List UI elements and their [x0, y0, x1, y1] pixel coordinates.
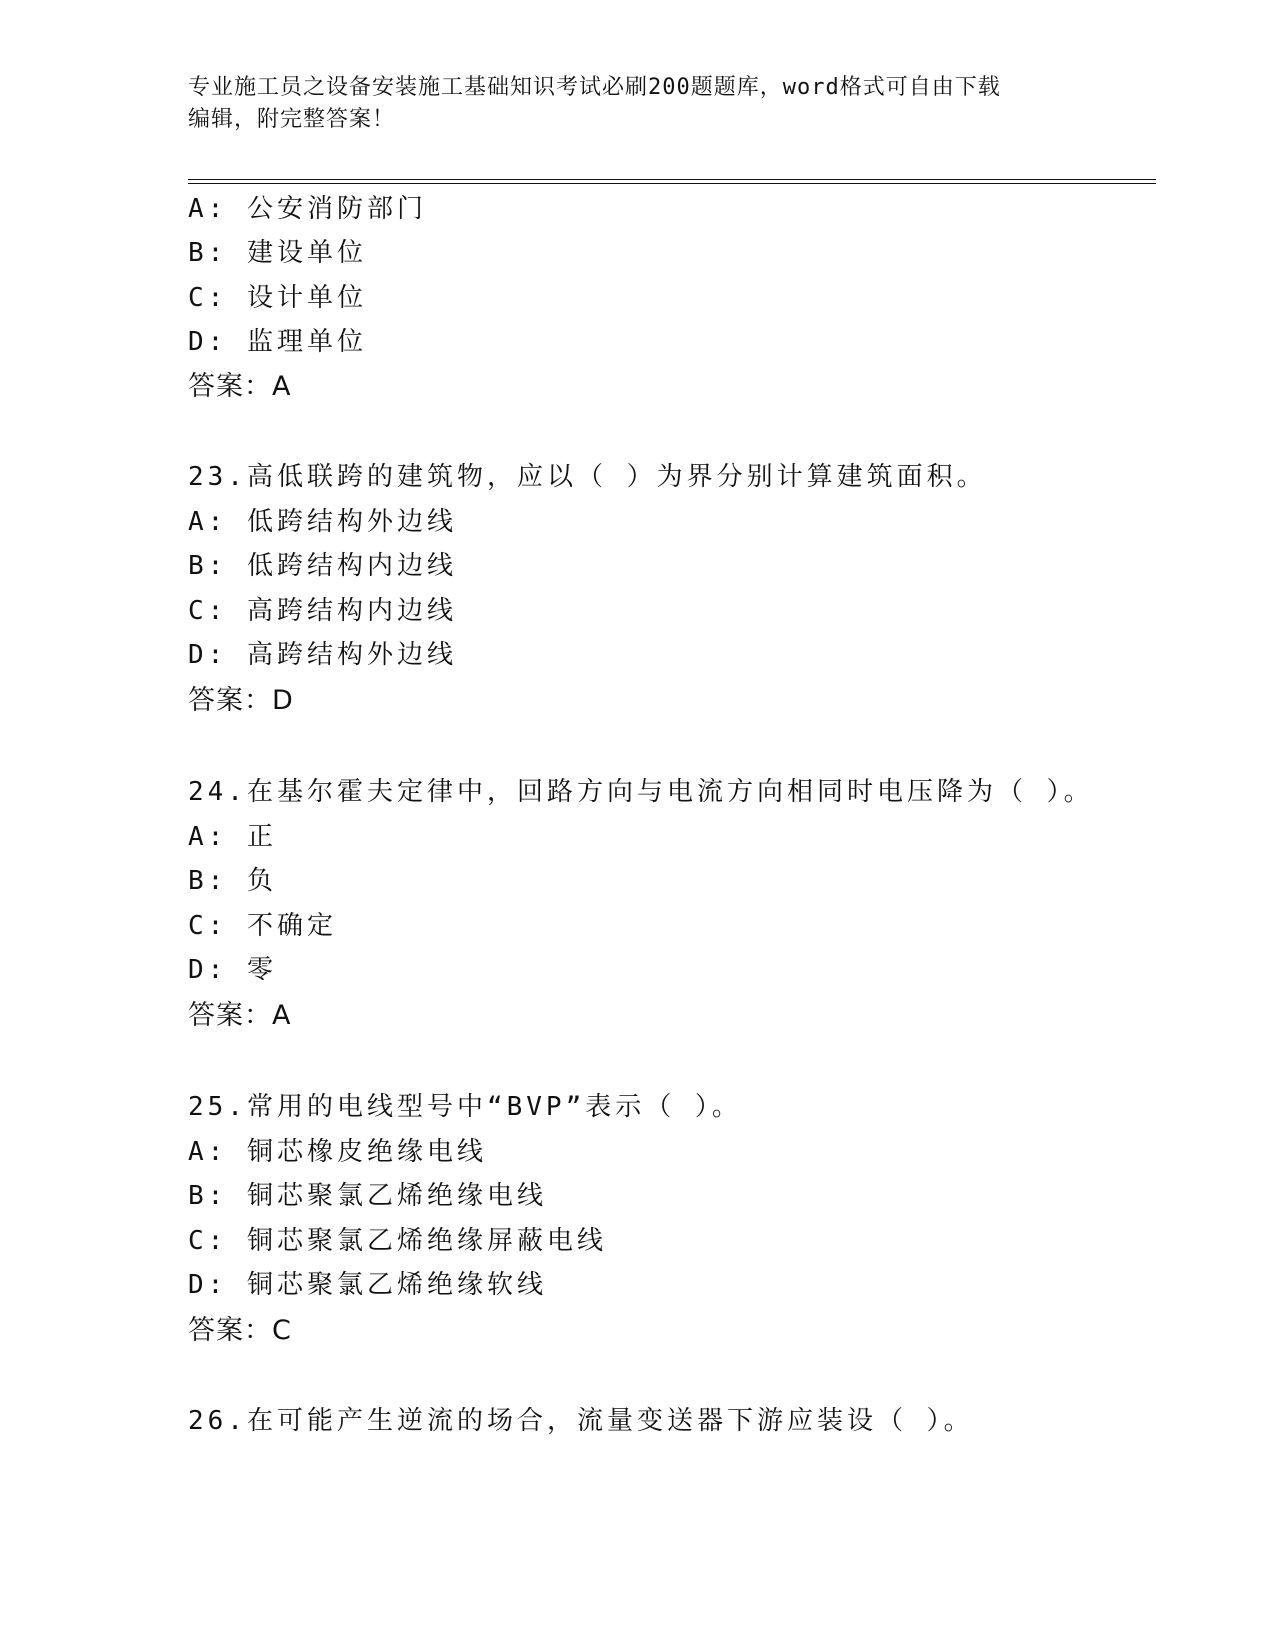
option-a: A: 铜芯橡皮绝缘电线 — [188, 1137, 487, 1167]
option-b: B: 负 — [188, 866, 277, 896]
header-divider-bottom — [188, 183, 1156, 184]
document-title-line-2: 编辑，附完整答案！ — [188, 107, 396, 132]
option-d: D: 高跨结构外边线 — [188, 640, 457, 670]
option-c: C: 设计单位 — [188, 283, 367, 313]
option-a: A: 公安消防部门 — [188, 194, 427, 224]
question-stem: 26.在可能产生逆流的场合，流量变送器下游应装设（ ）。 — [188, 1406, 974, 1436]
option-c: C: 高跨结构内边线 — [188, 596, 457, 626]
option-b: B: 铜芯聚氯乙烯绝缘电线 — [188, 1181, 547, 1211]
question-stem: 23.高低联跨的建筑物，应以（ ）为界分别计算建筑面积。 — [188, 462, 987, 492]
document-title — [188, 72, 1068, 136]
option-c: C: 不确定 — [188, 911, 337, 941]
answer: 答案：A — [188, 1000, 292, 1031]
header-divider-top — [188, 179, 1156, 180]
option-b: B: 建设单位 — [188, 238, 367, 268]
answer: 答案：D — [188, 685, 294, 716]
option-b: B: 低跨结构内边线 — [188, 551, 457, 581]
answer: 答案：A — [188, 371, 292, 402]
question-stem: 24.在基尔霍夫定律中，回路方向与电流方向相同时电压降为（ ）。 — [188, 777, 1094, 807]
document-title-line-1: 专业施工员之设备安装施工基础知识考试必刷200题题库，word格式可自由下载 — [188, 75, 1001, 100]
option-a: A: 低跨结构外边线 — [188, 507, 457, 537]
option-c: C: 铜芯聚氯乙烯绝缘屏蔽电线 — [188, 1226, 607, 1256]
option-d: D: 零 — [188, 955, 277, 985]
option-d: D: 铜芯聚氯乙烯绝缘软线 — [188, 1270, 547, 1300]
option-d: D: 监理单位 — [188, 327, 367, 357]
option-a: A: 正 — [188, 822, 277, 852]
question-stem: 25.常用的电线型号中“BVP”表示（ ）。 — [188, 1092, 742, 1122]
answer: 答案：C — [188, 1315, 292, 1346]
